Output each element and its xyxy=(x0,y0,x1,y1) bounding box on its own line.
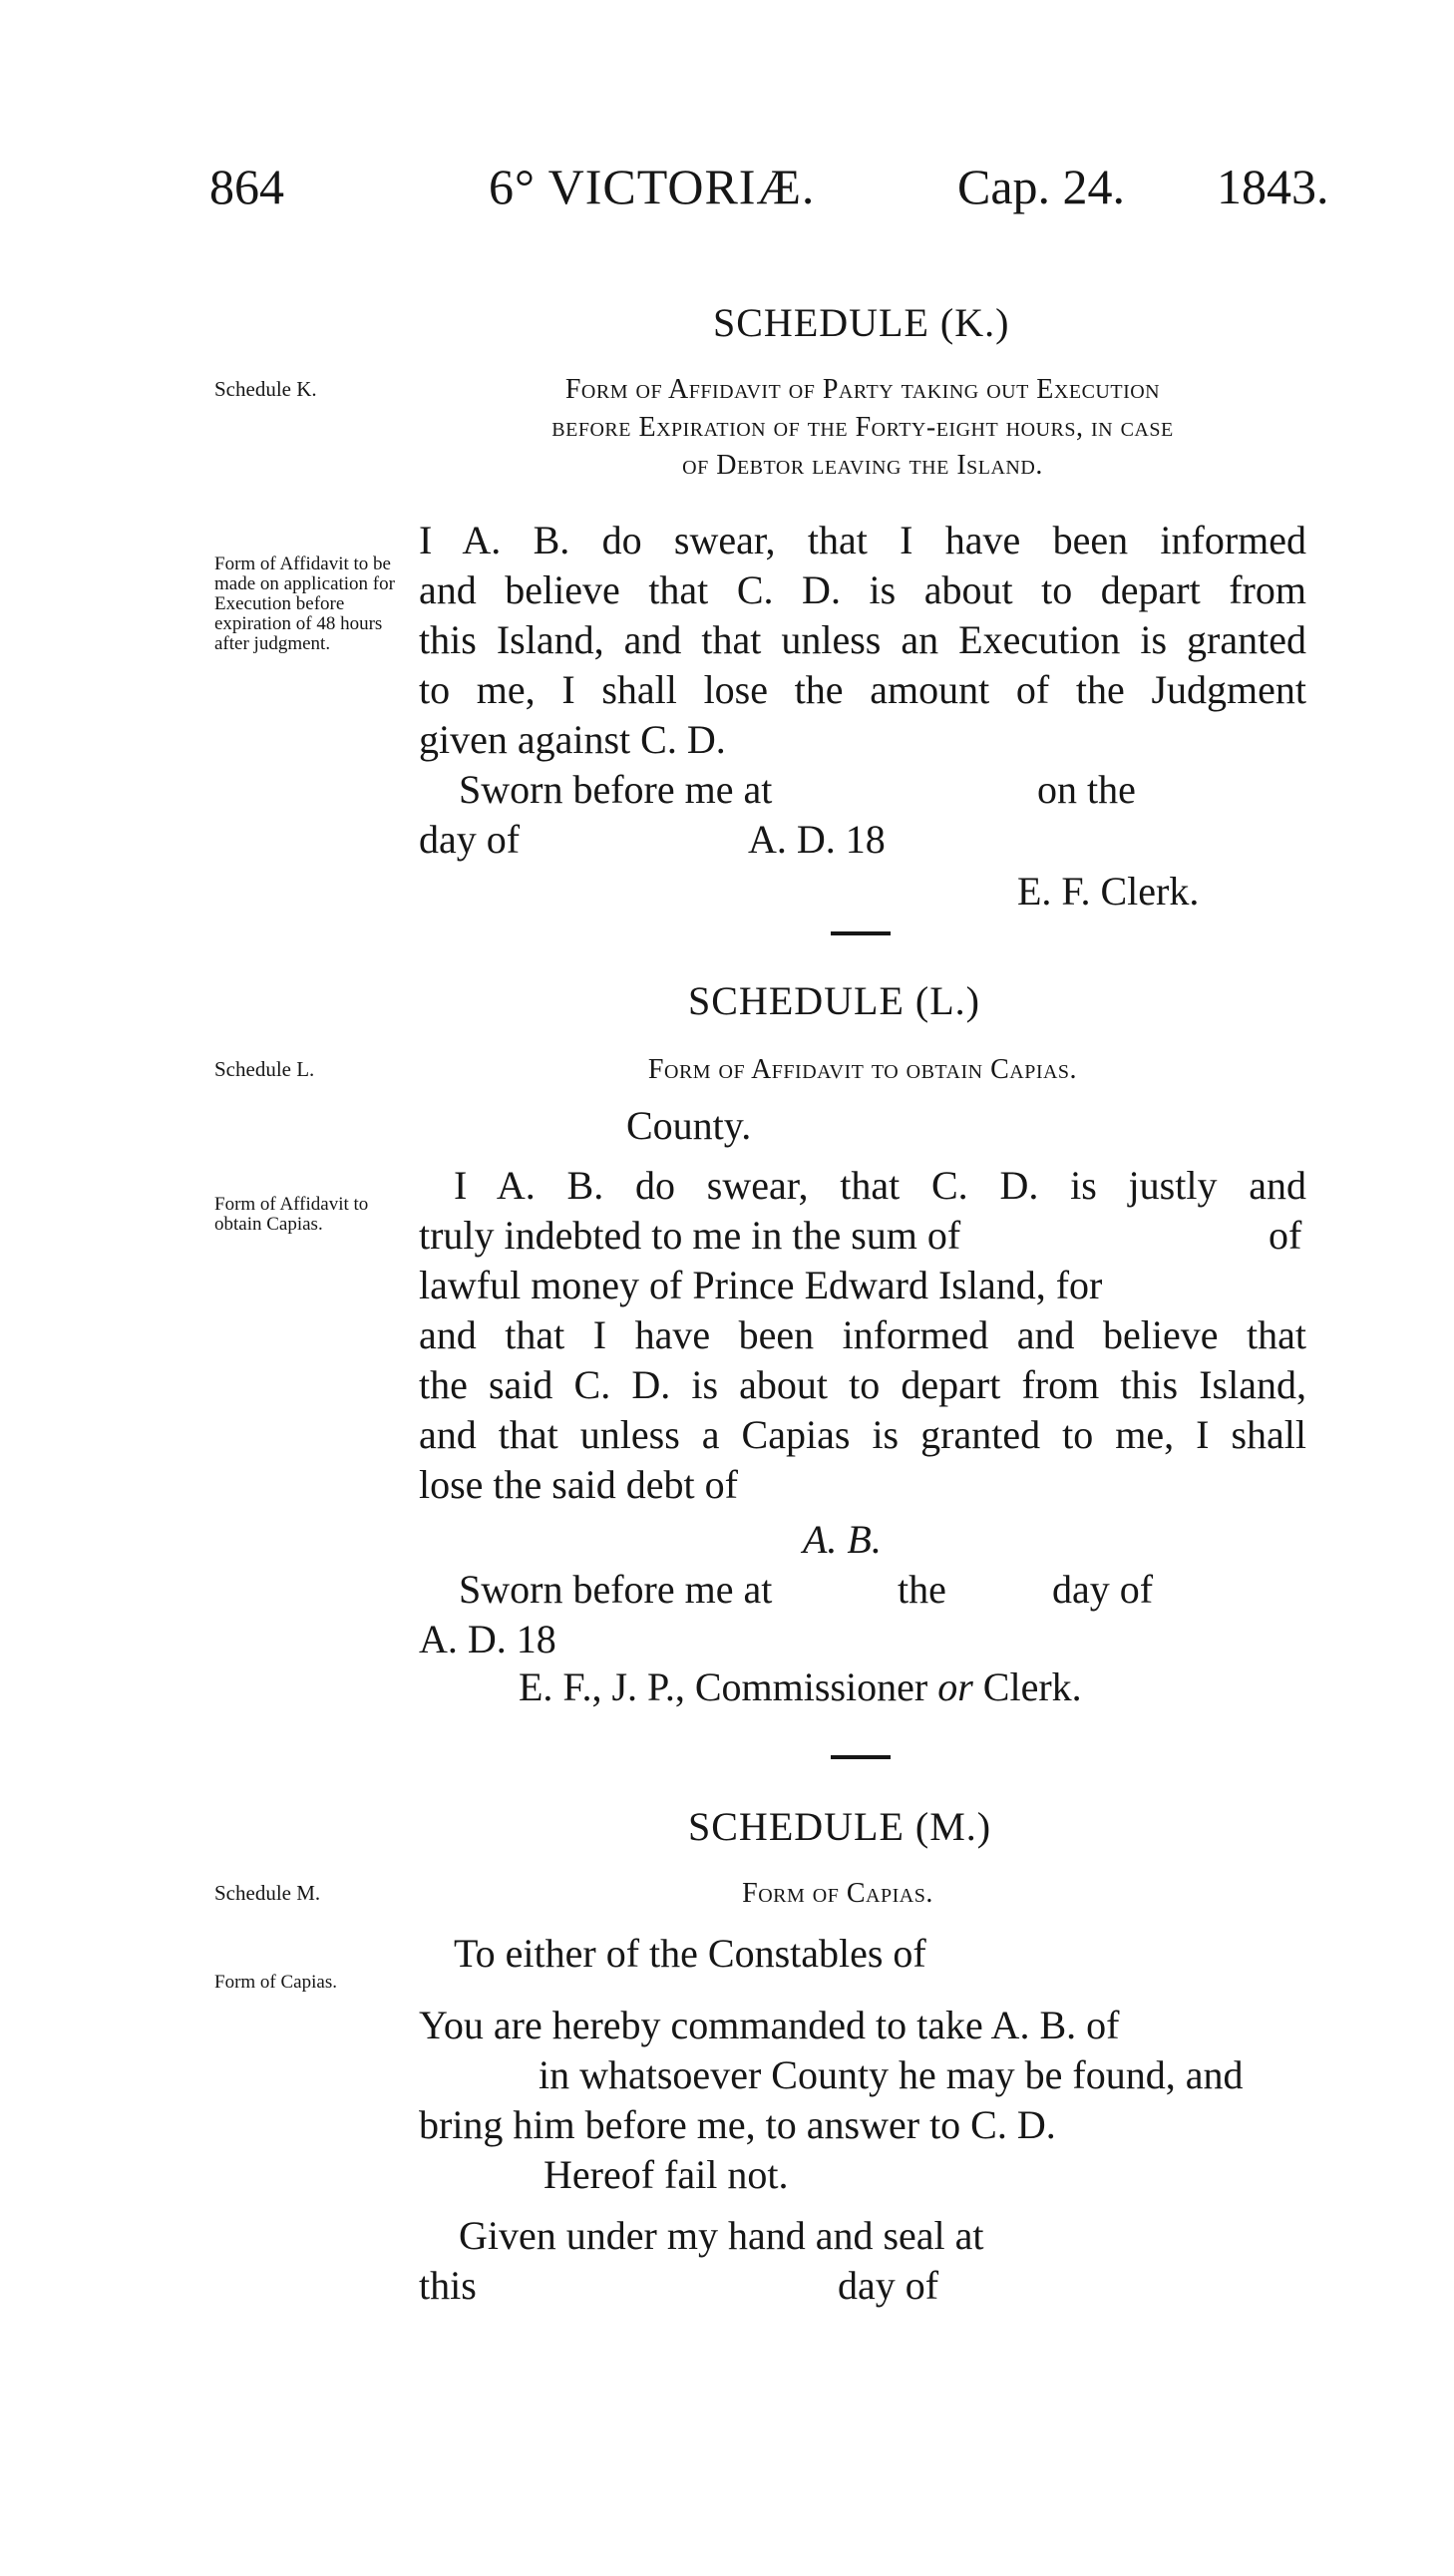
schedule-k-side-label: Schedule K. xyxy=(214,377,317,401)
schedule-l-signature-main: E. F., J. P., Commissioner xyxy=(519,1664,928,1709)
schedule-k-sworn-on: on the xyxy=(1037,767,1136,812)
schedule-k-sworn: Sworn before me at xyxy=(459,767,773,812)
chapter-number: Cap. 24. xyxy=(957,159,1126,214)
schedule-l-line: truly indebted to me in the sum of xyxy=(419,1213,961,1258)
schedule-l-sworn: Sworn before me at xyxy=(459,1567,773,1612)
schedule-k-line: I A. B. do swear, that I have been informed xyxy=(419,518,1306,562)
schedule-k-form-title xyxy=(414,371,1311,485)
schedule-l-line: lawful money of Prince Edward Island, for xyxy=(419,1263,1103,1307)
schedule-l-margin-note: Form of Affidavit to obtain Capias. xyxy=(214,1194,369,1235)
page-number: 864 xyxy=(209,159,284,214)
schedule-l-sworn-the: the xyxy=(898,1567,946,1612)
schedule-m-line: day of xyxy=(838,2263,939,2308)
schedule-k-form-title-line: before Expiration of the Forty-eight hours, in case xyxy=(551,412,1174,443)
schedule-m-title: SCHEDULE (M.) xyxy=(688,1804,992,1849)
section-divider xyxy=(831,931,891,935)
schedule-l-line: and that I have been informed and believe that xyxy=(419,1312,1306,1357)
schedule-m-line: Hereof fail not. xyxy=(544,2152,789,2197)
schedule-l-ad: A. D. 18 xyxy=(419,1617,556,1661)
schedule-k-line: and believe that C. D. is about to depart from xyxy=(419,567,1306,612)
schedule-k-line: to me, I shall lose the amount of the Judgment xyxy=(419,667,1306,712)
schedule-l-form-title: Form of Affidavit to obtain Capias. xyxy=(647,1054,1078,1085)
schedule-m-form-title: Form of Capias. xyxy=(742,1878,933,1909)
schedule-l-of: of xyxy=(1269,1213,1302,1258)
schedule-l-line: and that unless a Capias is granted to me, I shall xyxy=(419,1412,1306,1457)
schedule-l-county: County. xyxy=(626,1103,752,1148)
schedule-k-day-of: day of xyxy=(419,817,521,862)
schedule-k-ad: A. D. 18 xyxy=(748,817,886,862)
schedule-l-title: SCHEDULE (L.) xyxy=(688,978,980,1023)
schedule-m-line: bring him before me, to answer to C. D. xyxy=(419,2102,1056,2147)
schedule-l-signature-clerk: Clerk. xyxy=(982,1664,1082,1709)
schedule-l-sworn-day-of: day of xyxy=(1052,1567,1154,1612)
schedule-k-form-title-line: Form of Affidavit of Party taking out Execution xyxy=(564,374,1161,405)
schedule-l-signature xyxy=(519,1663,1082,1710)
schedule-l-deponent: A. B. xyxy=(803,1517,882,1562)
schedule-k-signature: E. F. Clerk. xyxy=(1017,869,1200,914)
header-title: 6° VICTORIÆ. xyxy=(489,159,816,214)
schedule-m-line: this xyxy=(419,2263,477,2308)
schedule-k-form-title-line: of Debtor leaving the Island. xyxy=(682,450,1043,481)
schedule-l-line: the said C. D. is about to depart from this Island, xyxy=(419,1362,1306,1407)
schedule-k-line: given against C. D. xyxy=(419,717,726,762)
schedule-k-title: SCHEDULE (K.) xyxy=(713,300,1010,345)
header-year: 1843. xyxy=(1217,159,1329,214)
schedule-l-side-label: Schedule L. xyxy=(214,1057,315,1081)
schedule-k-line: this Island, and that unless an Execution is granted xyxy=(419,617,1306,662)
schedule-m-side-label: Schedule M. xyxy=(214,1881,321,1905)
schedule-l-line: lose the said debt of xyxy=(419,1462,738,1507)
schedule-m-margin-note: Form of Capias. xyxy=(214,1972,337,1993)
schedule-m-line: in whatsoever County he may be found, and xyxy=(539,2052,1244,2097)
schedule-m-line: Given under my hand and seal at xyxy=(459,2213,984,2258)
running-header xyxy=(209,158,1329,227)
schedule-l-line: I A. B. do swear, that C. D. is justly and xyxy=(454,1163,1306,1208)
schedule-l-signature-or: or xyxy=(937,1664,973,1709)
schedule-m-line: To either of the Constables of xyxy=(454,1931,926,1976)
schedule-k-margin-note: Form of Affidavit to be made on application for Execution before expiration of 48 hours after judgment. xyxy=(214,553,395,654)
schedule-m-line: You are hereby commanded to take A. B. of xyxy=(419,2003,1120,2047)
section-divider xyxy=(831,1755,891,1759)
